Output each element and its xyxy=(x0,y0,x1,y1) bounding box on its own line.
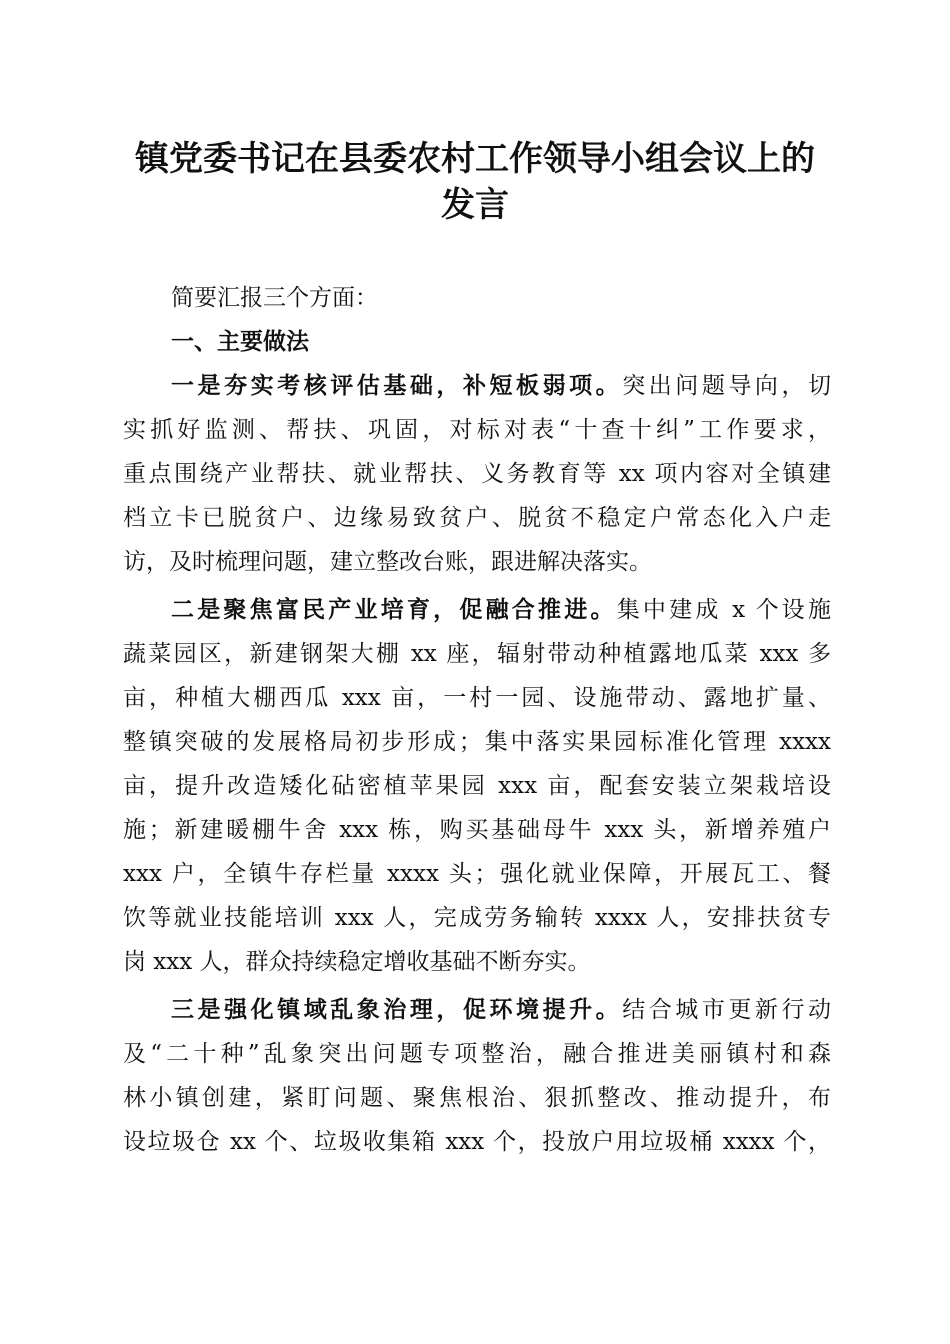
section-heading: 一、主要做法 xyxy=(171,328,309,355)
paragraph-line: 亩，种植大棚西瓜 xxx 亩，一村一园、设施带动、露地扩量、 xyxy=(123,685,831,711)
paragraph-line: 亩，提升改造矮化砧密植苹果园 xxx 亩，配套安装立架栽培设 xyxy=(123,773,831,799)
paragraph-text: 突出问题导向，切 xyxy=(622,373,832,399)
paragraph-line: 及“二十种”乱象突出问题专项整治，融合推进美丽镇村和森 xyxy=(123,1041,831,1067)
paragraph-line: 档立卡已脱贫户、边缘易致贫户、脱贫不稳定户常态化入户走 xyxy=(123,505,831,531)
paragraph-line: xxx 户，全镇牛存栏量 xxxx 头；强化就业保障，开展瓦工、餐 xyxy=(123,861,831,887)
paragraph-line: 重点围绕产业帮扶、就业帮扶、义务教育等 xx 项内容对全镇建 xyxy=(123,461,831,487)
paragraph xyxy=(123,992,831,1168)
paragraph-line: 访，及时梳理问题，建立整改台账，跟进解决落实。 xyxy=(123,549,652,575)
paragraph-lead: 一是夯实考核评估基础，补短板弱项。 xyxy=(171,372,623,399)
paragraph-lead: 二是聚焦富民产业培育，促融合推进。 xyxy=(171,596,617,623)
paragraph xyxy=(123,592,831,988)
document-body xyxy=(123,280,831,1172)
paragraph-line xyxy=(123,368,831,412)
paragraph-line: 蔬菜园区，新建钢架大棚 xx 座，辐射带动种植露地瓜菜 xxx 多 xyxy=(123,641,831,667)
intro-text: 简要汇报三个方面： xyxy=(171,285,378,311)
paragraph-line: 设垃圾仓 xx 个、垃圾收集箱 xxx 个，投放户用垃圾桶 xxxx 个， xyxy=(123,1129,831,1155)
paragraph-text: 集中建成 x 个设施 xyxy=(616,597,832,623)
title-line-1: 镇党委书记在县委农村工作领导小组会议上的 xyxy=(135,139,815,179)
paragraph-lead: 三是强化镇域乱象治理，促环境提升。 xyxy=(171,996,623,1023)
paragraph-line: 施；新建暖棚牛舍 xxx 栋，购买基础母牛 xxx 头，新增养殖户 xyxy=(123,817,831,843)
paragraph-line: 整镇突破的发展格局初步形成；集中落实果园标准化管理 xxxx xyxy=(123,729,831,755)
paragraph xyxy=(123,368,831,588)
paragraph-line: 林小镇创建，紧盯问题、聚焦根治、狠抓整改、推动提升，布 xyxy=(123,1085,831,1111)
paragraph-line: 实抓好监测、帮扶、巩固，对标对表“十查十纠”工作要求， xyxy=(123,417,831,443)
paragraph-line xyxy=(123,592,831,636)
paragraph-line: 饮等就业技能培训 xxx 人，完成劳务输转 xxxx 人，安排扶贫专 xyxy=(123,905,831,931)
title-line-2: 发言 xyxy=(441,185,509,225)
paragraph-line: 岗 xxx 人，群众持续稳定增收基础不断夯实。 xyxy=(123,949,591,975)
document-title xyxy=(100,136,850,228)
paragraph-text: 结合城市更新行动 xyxy=(622,997,832,1023)
paragraph-line xyxy=(123,992,831,1036)
